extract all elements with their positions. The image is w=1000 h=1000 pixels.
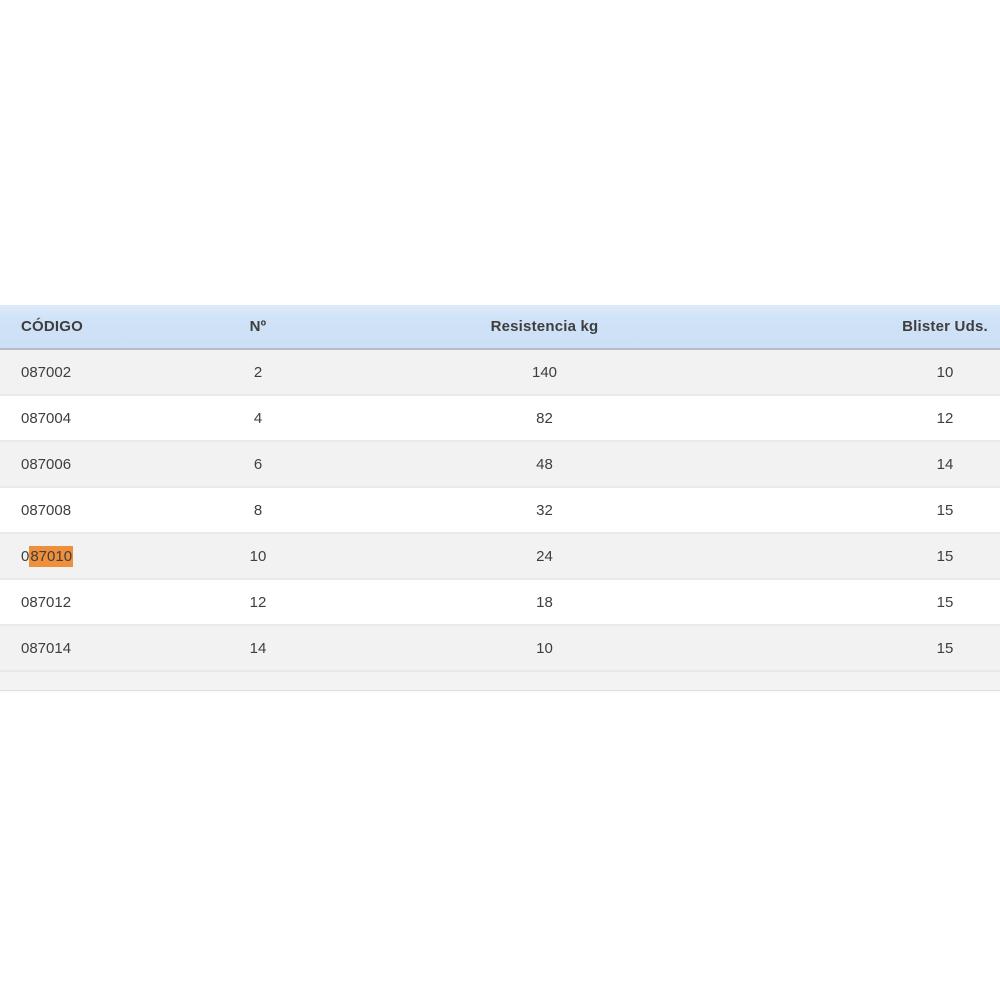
- table-row: [0, 350, 1000, 396]
- cell-blister: [703, 410, 1000, 427]
- table-row: [0, 396, 1000, 442]
- cell-resistencia: 24: [536, 547, 553, 565]
- column-header-codigo: CÓDIGO: [21, 318, 84, 335]
- cell-codigo: 087012: [21, 593, 72, 611]
- column-header-blister-label: Blister Uds.: [902, 318, 988, 335]
- cell-blister: [703, 502, 1000, 519]
- table-row: [0, 488, 1000, 534]
- cell-numero: 4: [253, 409, 263, 427]
- cell-codigo: 087014: [21, 639, 72, 657]
- column-header-blister: [703, 318, 1000, 335]
- table-row: [0, 534, 1000, 580]
- cell-blister: [703, 456, 1000, 473]
- cell-resistencia: 10: [536, 639, 553, 657]
- cell-blister-value: 14: [936, 455, 954, 473]
- cell-codigo: 087004: [21, 409, 72, 427]
- cell-numero: 6: [253, 455, 263, 473]
- cell-codigo: 087002: [21, 363, 72, 381]
- table-body: [0, 350, 1000, 672]
- cell-resistencia: 32: [536, 501, 553, 519]
- column-header-resistencia: Resistencia kg: [490, 318, 599, 335]
- cell-blister-value: 15: [936, 547, 954, 565]
- cell-blister-value: 12: [936, 409, 954, 427]
- cell-resistencia: 82: [536, 409, 553, 427]
- cell-codigo: 087008: [21, 501, 72, 519]
- cell-blister-value: 15: [936, 593, 954, 611]
- cell-codigo: 087006: [21, 455, 72, 473]
- product-spec-table: [0, 305, 1000, 691]
- find-highlight: 87010: [30, 547, 73, 565]
- table-footer-empty-row: [0, 672, 1000, 691]
- table-row: [0, 580, 1000, 626]
- cell-blister: [703, 594, 1000, 611]
- cell-blister: [703, 640, 1000, 657]
- cell-numero: 2: [253, 363, 263, 381]
- cell-blister: [703, 548, 1000, 565]
- table-header-row: [0, 305, 1000, 350]
- cell-blister-value: 15: [936, 501, 954, 519]
- cell-numero: 8: [253, 501, 263, 519]
- cell-resistencia: 48: [536, 455, 553, 473]
- cell-blister: [703, 364, 1000, 381]
- cell-blister-value: 10: [936, 363, 954, 381]
- column-header-numero: Nº: [249, 318, 267, 335]
- cell-numero: 10: [249, 547, 267, 565]
- cell-numero: 14: [249, 639, 267, 657]
- cell-codigo: 087010: [21, 547, 73, 565]
- cell-resistencia: 140: [531, 363, 558, 381]
- table-row: [0, 626, 1000, 672]
- cell-resistencia: 18: [536, 593, 553, 611]
- cell-numero: 12: [249, 593, 267, 611]
- table-row: [0, 442, 1000, 488]
- cell-blister-value: 15: [936, 639, 954, 657]
